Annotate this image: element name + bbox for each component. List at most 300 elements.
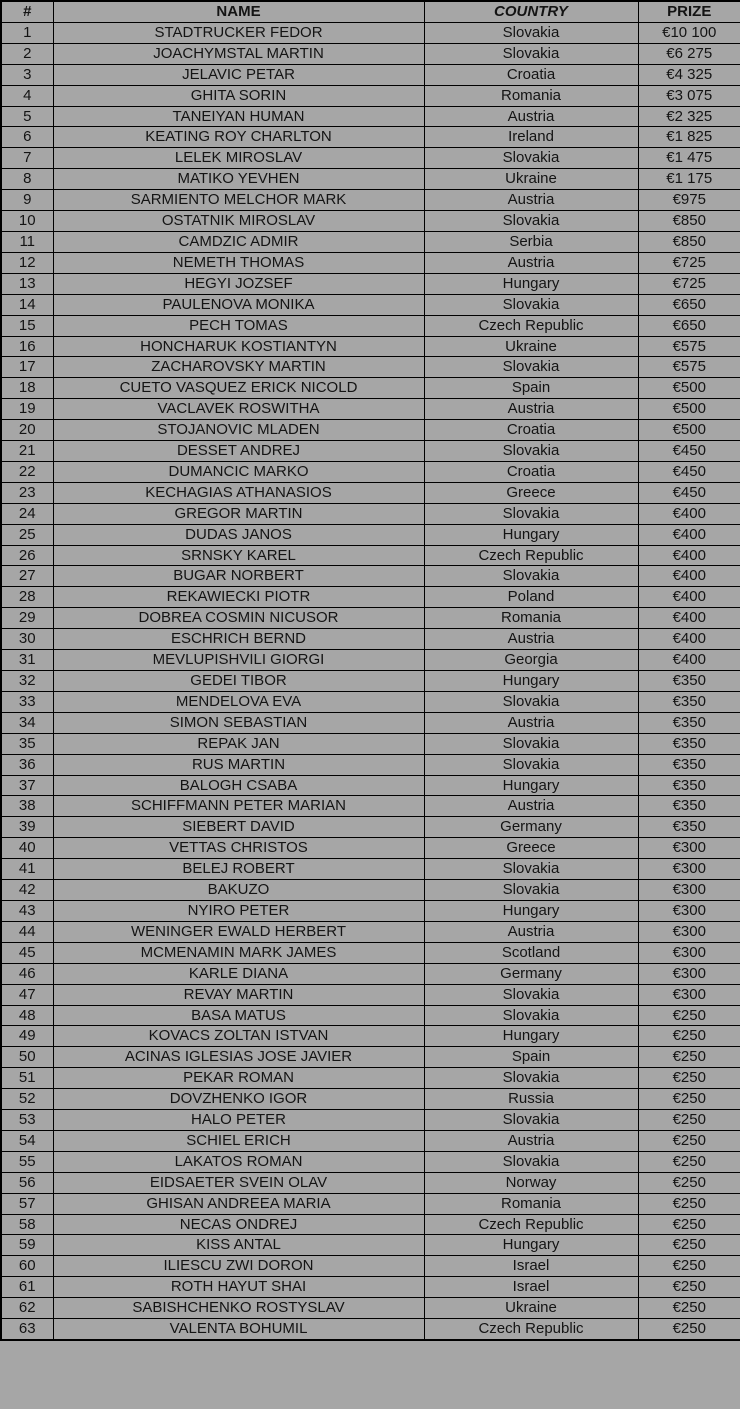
prize-cell: €250: [638, 1256, 740, 1277]
table-row: [1, 1026, 740, 1047]
table-row: [1, 1151, 740, 1172]
name-cell: PEKAR ROMAN: [53, 1068, 424, 1089]
prize-cell: €400: [638, 629, 740, 650]
prize-cell: €300: [638, 880, 740, 901]
prize-cell: €300: [638, 921, 740, 942]
prize-cell: €500: [638, 378, 740, 399]
rank-cell: 6: [1, 127, 53, 148]
name-cell: PAULENOVA MONIKA: [53, 294, 424, 315]
prize-cell: €1 475: [638, 148, 740, 169]
table-row: [1, 671, 740, 692]
name-cell: ZACHAROVSKY MARTIN: [53, 357, 424, 378]
table-row: [1, 336, 740, 357]
table-row: [1, 127, 740, 148]
name-cell: DUDAS JANOS: [53, 524, 424, 545]
prize-cell: €500: [638, 420, 740, 441]
table-row: [1, 963, 740, 984]
rank-cell: 4: [1, 85, 53, 106]
country-cell: Slovakia: [424, 22, 638, 43]
rank-cell: 1: [1, 22, 53, 43]
prize-cell: €300: [638, 900, 740, 921]
name-cell: EIDSAETER SVEIN OLAV: [53, 1172, 424, 1193]
country-cell: Austria: [424, 190, 638, 211]
rank-cell: 3: [1, 64, 53, 85]
prize-cell: €400: [638, 503, 740, 524]
country-cell: Austria: [424, 629, 638, 650]
name-cell: NEMETH THOMAS: [53, 252, 424, 273]
name-cell: PECH TOMAS: [53, 315, 424, 336]
rank-cell: 34: [1, 712, 53, 733]
prize-cell: €400: [638, 545, 740, 566]
table-row: [1, 190, 740, 211]
prize-cell: €725: [638, 252, 740, 273]
prize-cell: €575: [638, 357, 740, 378]
prize-cell: €575: [638, 336, 740, 357]
name-cell: SABISHCHENKO ROSTYSLAV: [53, 1298, 424, 1319]
table-row: [1, 482, 740, 503]
name-cell: MENDELOVA EVA: [53, 691, 424, 712]
country-cell: Croatia: [424, 420, 638, 441]
rank-cell: 9: [1, 190, 53, 211]
name-cell: HONCHARUK KOSTIANTYN: [53, 336, 424, 357]
rank-cell: 29: [1, 608, 53, 629]
country-cell: Spain: [424, 378, 638, 399]
name-cell: GEDEI TIBOR: [53, 671, 424, 692]
rank-cell: 11: [1, 231, 53, 252]
name-cell: BELEJ ROBERT: [53, 859, 424, 880]
country-cell: Greece: [424, 838, 638, 859]
country-cell: Slovakia: [424, 357, 638, 378]
table-row: [1, 838, 740, 859]
table-row: [1, 106, 740, 127]
country-cell: Slovakia: [424, 1068, 638, 1089]
country-cell: Czech Republic: [424, 545, 638, 566]
prize-cell: €250: [638, 1130, 740, 1151]
country-cell: Slovakia: [424, 984, 638, 1005]
country-cell: Romania: [424, 608, 638, 629]
rank-cell: 43: [1, 900, 53, 921]
column-header-country: COUNTRY: [424, 1, 638, 22]
name-cell: DOVZHENKO IGOR: [53, 1089, 424, 1110]
name-cell: ACINAS IGLESIAS JOSE JAVIER: [53, 1047, 424, 1068]
table-row: [1, 169, 740, 190]
table-row: [1, 754, 740, 775]
name-cell: JOACHYMSTAL MARTIN: [53, 43, 424, 64]
column-header-name: NAME: [53, 1, 424, 22]
table-row: [1, 817, 740, 838]
country-cell: Israel: [424, 1256, 638, 1277]
prize-cell: €400: [638, 608, 740, 629]
name-cell: OSTATNIK MIROSLAV: [53, 211, 424, 232]
table-row: [1, 1256, 740, 1277]
table-row: [1, 252, 740, 273]
rank-cell: 36: [1, 754, 53, 775]
rank-cell: 63: [1, 1319, 53, 1340]
name-cell: GHISAN ANDREEA MARIA: [53, 1193, 424, 1214]
prize-cell: €350: [638, 754, 740, 775]
country-cell: Austria: [424, 106, 638, 127]
country-cell: Germany: [424, 963, 638, 984]
country-cell: Israel: [424, 1277, 638, 1298]
table-row: [1, 859, 740, 880]
table-row: [1, 1005, 740, 1026]
rank-cell: 27: [1, 566, 53, 587]
prize-cell: €450: [638, 482, 740, 503]
rank-cell: 24: [1, 503, 53, 524]
rank-cell: 48: [1, 1005, 53, 1026]
rank-cell: 10: [1, 211, 53, 232]
prize-table-body: [1, 22, 740, 1340]
table-row: [1, 942, 740, 963]
prize-cell: €350: [638, 671, 740, 692]
country-cell: Croatia: [424, 64, 638, 85]
rank-cell: 52: [1, 1089, 53, 1110]
rank-cell: 21: [1, 441, 53, 462]
country-cell: Austria: [424, 399, 638, 420]
table-row: [1, 587, 740, 608]
prize-cell: €250: [638, 1319, 740, 1340]
prize-cell: €650: [638, 294, 740, 315]
table-row: [1, 1193, 740, 1214]
name-cell: REPAK JAN: [53, 733, 424, 754]
country-cell: Czech Republic: [424, 1214, 638, 1235]
table-row: [1, 1235, 740, 1256]
country-cell: Romania: [424, 1193, 638, 1214]
name-cell: SRNSKY KAREL: [53, 545, 424, 566]
country-cell: Hungary: [424, 1235, 638, 1256]
country-cell: Hungary: [424, 273, 638, 294]
country-cell: Austria: [424, 921, 638, 942]
table-row: [1, 148, 740, 169]
table-row: [1, 43, 740, 64]
prize-cell: €250: [638, 1235, 740, 1256]
prize-cell: €4 325: [638, 64, 740, 85]
table-row: [1, 378, 740, 399]
country-cell: Poland: [424, 587, 638, 608]
name-cell: DOBREA COSMIN NICUSOR: [53, 608, 424, 629]
country-cell: Slovakia: [424, 294, 638, 315]
name-cell: SARMIENTO MELCHOR MARK: [53, 190, 424, 211]
country-cell: Austria: [424, 796, 638, 817]
name-cell: HEGYI JOZSEF: [53, 273, 424, 294]
prize-cell: €250: [638, 1068, 740, 1089]
rank-cell: 5: [1, 106, 53, 127]
prize-cell: €400: [638, 587, 740, 608]
rank-cell: 15: [1, 315, 53, 336]
prize-cell: €10 100: [638, 22, 740, 43]
rank-cell: 19: [1, 399, 53, 420]
table-row: [1, 1047, 740, 1068]
rank-cell: 26: [1, 545, 53, 566]
table-row: [1, 733, 740, 754]
name-cell: GREGOR MARTIN: [53, 503, 424, 524]
prize-cell: €3 075: [638, 85, 740, 106]
prize-cell: €850: [638, 211, 740, 232]
name-cell: DESSET ANDREJ: [53, 441, 424, 462]
table-row: [1, 1089, 740, 1110]
rank-cell: 25: [1, 524, 53, 545]
rank-cell: 40: [1, 838, 53, 859]
name-cell: GHITA SORIN: [53, 85, 424, 106]
country-cell: Slovakia: [424, 43, 638, 64]
table-row: [1, 1214, 740, 1235]
name-cell: CUETO VASQUEZ ERICK NICOLD: [53, 378, 424, 399]
table-row: [1, 984, 740, 1005]
country-cell: Georgia: [424, 650, 638, 671]
name-cell: KECHAGIAS ATHANASIOS: [53, 482, 424, 503]
table-row: [1, 231, 740, 252]
prize-cell: €2 325: [638, 106, 740, 127]
country-cell: Slovakia: [424, 754, 638, 775]
table-row: [1, 461, 740, 482]
prize-cell: €300: [638, 838, 740, 859]
name-cell: BASA MATUS: [53, 1005, 424, 1026]
name-cell: REKAWIECKI PIOTR: [53, 587, 424, 608]
prize-cell: €250: [638, 1277, 740, 1298]
country-cell: Norway: [424, 1172, 638, 1193]
table-row: [1, 1172, 740, 1193]
rank-cell: 13: [1, 273, 53, 294]
table-row: [1, 22, 740, 43]
country-cell: Greece: [424, 482, 638, 503]
rank-cell: 17: [1, 357, 53, 378]
country-cell: Czech Republic: [424, 1319, 638, 1340]
prize-cell: €250: [638, 1193, 740, 1214]
prize-cell: €725: [638, 273, 740, 294]
rank-cell: 59: [1, 1235, 53, 1256]
prize-cell: €250: [638, 1005, 740, 1026]
table-row: [1, 712, 740, 733]
country-cell: Slovakia: [424, 441, 638, 462]
rank-cell: 53: [1, 1110, 53, 1131]
prize-cell: €250: [638, 1214, 740, 1235]
rank-cell: 14: [1, 294, 53, 315]
table-row: [1, 357, 740, 378]
name-cell: WENINGER EWALD HERBERT: [53, 921, 424, 942]
rank-cell: 2: [1, 43, 53, 64]
table-row: [1, 85, 740, 106]
rank-cell: 8: [1, 169, 53, 190]
name-cell: MATIKO YEVHEN: [53, 169, 424, 190]
prize-cell: €350: [638, 733, 740, 754]
table-row: [1, 294, 740, 315]
country-cell: Slovakia: [424, 733, 638, 754]
table-row: [1, 608, 740, 629]
country-cell: Ukraine: [424, 336, 638, 357]
rank-cell: 23: [1, 482, 53, 503]
column-header-prize: PRIZE: [638, 1, 740, 22]
prize-cell: €250: [638, 1047, 740, 1068]
prize-cell: €300: [638, 942, 740, 963]
rank-cell: 38: [1, 796, 53, 817]
country-cell: Czech Republic: [424, 315, 638, 336]
country-cell: Hungary: [424, 524, 638, 545]
rank-cell: 7: [1, 148, 53, 169]
rank-cell: 54: [1, 1130, 53, 1151]
name-cell: REVAY MARTIN: [53, 984, 424, 1005]
prize-cell: €1 825: [638, 127, 740, 148]
table-row: [1, 315, 740, 336]
rank-cell: 58: [1, 1214, 53, 1235]
country-cell: Serbia: [424, 231, 638, 252]
table-row: [1, 691, 740, 712]
country-cell: Romania: [424, 85, 638, 106]
name-cell: ROTH HAYUT SHAI: [53, 1277, 424, 1298]
rank-cell: 62: [1, 1298, 53, 1319]
rank-cell: 18: [1, 378, 53, 399]
name-cell: BALOGH CSABA: [53, 775, 424, 796]
rank-cell: 39: [1, 817, 53, 838]
rank-cell: 31: [1, 650, 53, 671]
prize-cell: €350: [638, 796, 740, 817]
country-cell: Slovakia: [424, 566, 638, 587]
prize-cell: €250: [638, 1298, 740, 1319]
prize-cell: €250: [638, 1110, 740, 1131]
country-cell: Slovakia: [424, 880, 638, 901]
name-cell: ESCHRICH BERND: [53, 629, 424, 650]
prize-cell: €450: [638, 441, 740, 462]
country-cell: Russia: [424, 1089, 638, 1110]
country-cell: Ukraine: [424, 1298, 638, 1319]
name-cell: BAKUZO: [53, 880, 424, 901]
country-cell: Ukraine: [424, 169, 638, 190]
name-cell: KOVACS ZOLTAN ISTVAN: [53, 1026, 424, 1047]
prize-cell: €350: [638, 712, 740, 733]
name-cell: DUMANCIC MARKO: [53, 461, 424, 482]
name-cell: KISS ANTAL: [53, 1235, 424, 1256]
country-cell: Austria: [424, 712, 638, 733]
name-cell: LELEK MIROSLAV: [53, 148, 424, 169]
country-cell: Hungary: [424, 671, 638, 692]
rank-cell: 50: [1, 1047, 53, 1068]
table-row: [1, 524, 740, 545]
country-cell: Hungary: [424, 1026, 638, 1047]
rank-cell: 28: [1, 587, 53, 608]
name-cell: CAMDZIC ADMIR: [53, 231, 424, 252]
table-row: [1, 211, 740, 232]
prize-cell: €975: [638, 190, 740, 211]
rank-cell: 45: [1, 942, 53, 963]
table-row: [1, 650, 740, 671]
name-cell: STOJANOVIC MLADEN: [53, 420, 424, 441]
column-header-rank: #: [1, 1, 53, 22]
rank-cell: 51: [1, 1068, 53, 1089]
table-row: [1, 900, 740, 921]
country-cell: Austria: [424, 252, 638, 273]
name-cell: VETTAS CHRISTOS: [53, 838, 424, 859]
rank-cell: 42: [1, 880, 53, 901]
table-row: [1, 566, 740, 587]
prize-cell: €500: [638, 399, 740, 420]
table-row: [1, 399, 740, 420]
table-row: [1, 796, 740, 817]
name-cell: HALO PETER: [53, 1110, 424, 1131]
country-cell: Scotland: [424, 942, 638, 963]
table-row: [1, 629, 740, 650]
name-cell: NECAS ONDREJ: [53, 1214, 424, 1235]
rank-cell: 49: [1, 1026, 53, 1047]
rank-cell: 46: [1, 963, 53, 984]
prize-cell: €250: [638, 1151, 740, 1172]
prize-cell: €250: [638, 1172, 740, 1193]
table-row: [1, 921, 740, 942]
prize-cell: €650: [638, 315, 740, 336]
name-cell: SIMON SEBASTIAN: [53, 712, 424, 733]
rank-cell: 41: [1, 859, 53, 880]
table-row: [1, 775, 740, 796]
name-cell: STADTRUCKER FEDOR: [53, 22, 424, 43]
country-cell: Slovakia: [424, 503, 638, 524]
rank-cell: 33: [1, 691, 53, 712]
rank-cell: 16: [1, 336, 53, 357]
country-cell: Ireland: [424, 127, 638, 148]
name-cell: NYIRO PETER: [53, 900, 424, 921]
name-cell: TANEIYAN HUMAN: [53, 106, 424, 127]
prize-cell: €400: [638, 524, 740, 545]
prize-cell: €250: [638, 1089, 740, 1110]
country-cell: Slovakia: [424, 1151, 638, 1172]
name-cell: SCHIEL ERICH: [53, 1130, 424, 1151]
name-cell: JELAVIC PETAR: [53, 64, 424, 85]
prize-cell: €300: [638, 984, 740, 1005]
table-row: [1, 1319, 740, 1340]
table-row: [1, 420, 740, 441]
prize-table-header: [1, 1, 740, 22]
prize-cell: €450: [638, 461, 740, 482]
country-cell: Slovakia: [424, 691, 638, 712]
country-cell: Germany: [424, 817, 638, 838]
country-cell: Slovakia: [424, 859, 638, 880]
country-cell: Slovakia: [424, 148, 638, 169]
rank-cell: 12: [1, 252, 53, 273]
table-row: [1, 1298, 740, 1319]
name-cell: KARLE DIANA: [53, 963, 424, 984]
country-cell: Slovakia: [424, 211, 638, 232]
rank-cell: 32: [1, 671, 53, 692]
country-cell: Croatia: [424, 461, 638, 482]
country-cell: Slovakia: [424, 1005, 638, 1026]
rank-cell: 44: [1, 921, 53, 942]
name-cell: LAKATOS ROMAN: [53, 1151, 424, 1172]
rank-cell: 30: [1, 629, 53, 650]
country-cell: Hungary: [424, 775, 638, 796]
rank-cell: 22: [1, 461, 53, 482]
rank-cell: 56: [1, 1172, 53, 1193]
prize-cell: €250: [638, 1026, 740, 1047]
rank-cell: 35: [1, 733, 53, 754]
prize-cell: €1 175: [638, 169, 740, 190]
rank-cell: 57: [1, 1193, 53, 1214]
table-row: [1, 273, 740, 294]
prize-cell: €400: [638, 650, 740, 671]
table-row: [1, 1130, 740, 1151]
name-cell: KEATING ROY CHARLTON: [53, 127, 424, 148]
table-row: [1, 1110, 740, 1131]
rank-cell: 20: [1, 420, 53, 441]
table-row: [1, 441, 740, 462]
table-row: [1, 1277, 740, 1298]
prize-cell: €300: [638, 963, 740, 984]
name-cell: VACLAVEK ROSWITHA: [53, 399, 424, 420]
prize-cell: €350: [638, 691, 740, 712]
rank-cell: 61: [1, 1277, 53, 1298]
header-row: [1, 1, 740, 22]
name-cell: MCMENAMIN MARK JAMES: [53, 942, 424, 963]
table-row: [1, 545, 740, 566]
name-cell: VALENTA BOHUMIL: [53, 1319, 424, 1340]
name-cell: SCHIFFMANN PETER MARIAN: [53, 796, 424, 817]
prize-cell: €850: [638, 231, 740, 252]
